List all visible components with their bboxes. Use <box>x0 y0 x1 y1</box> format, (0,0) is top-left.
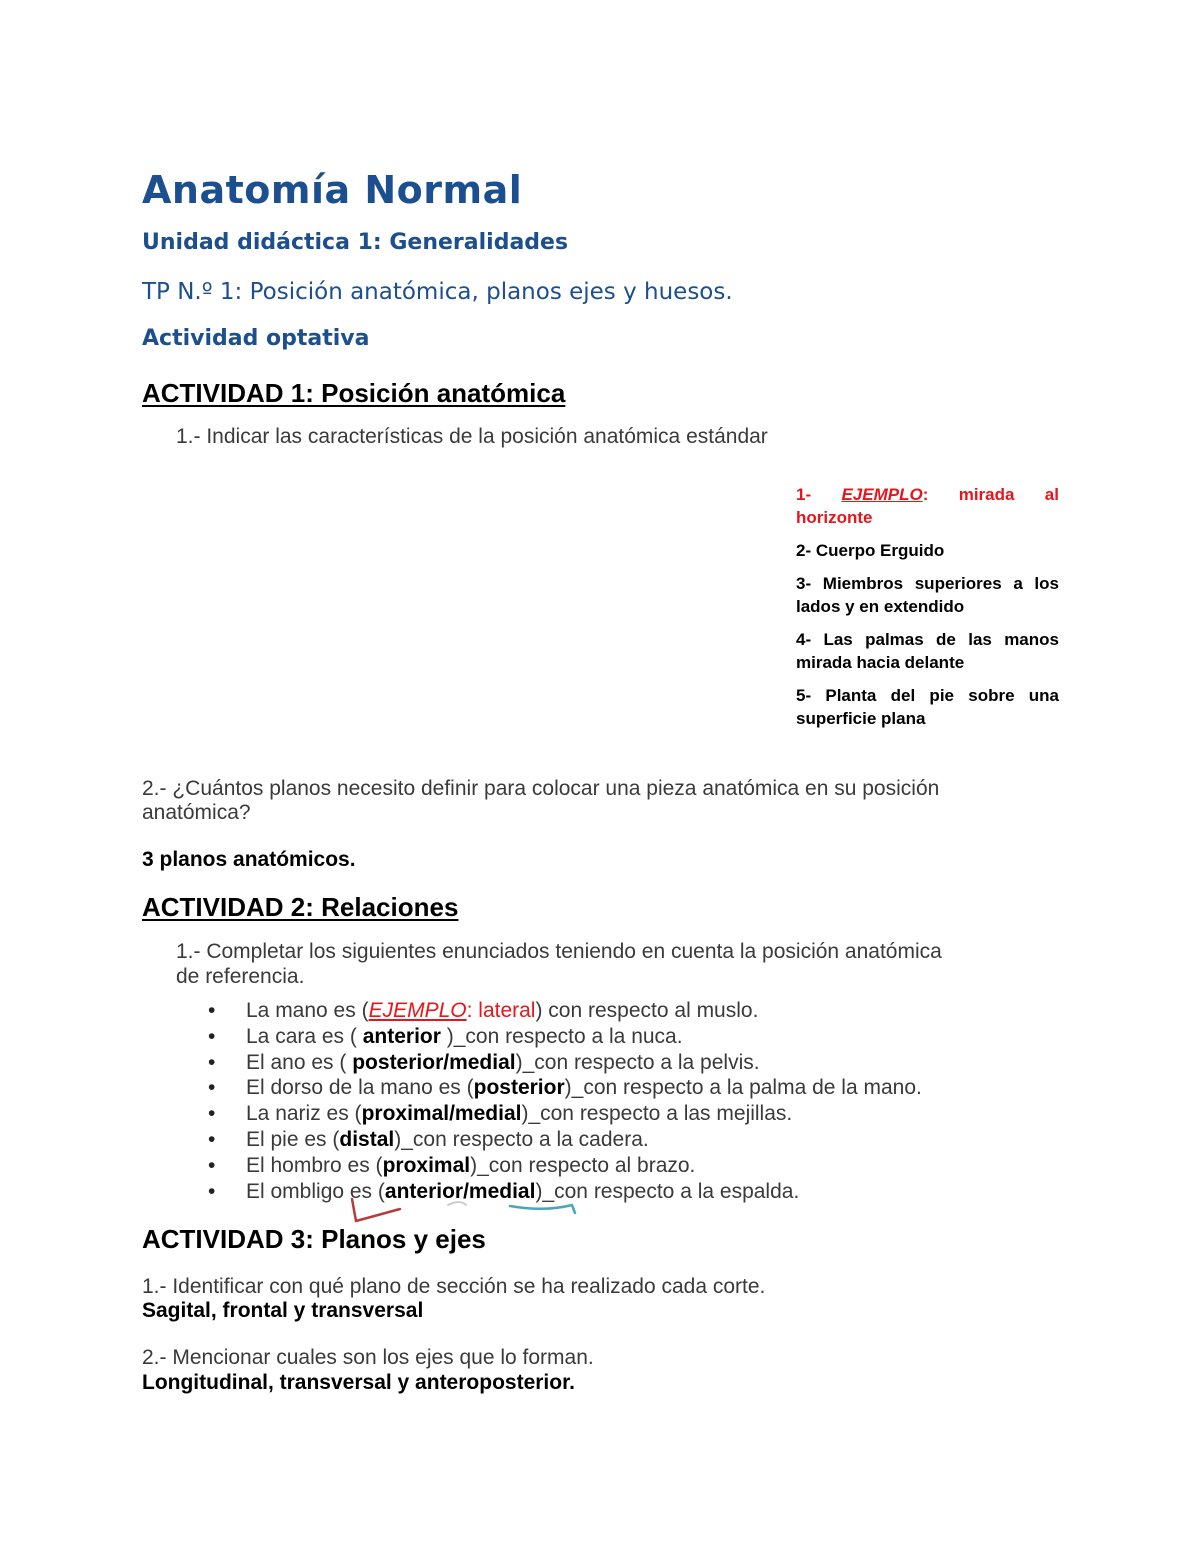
list-item: • El dorso de la mano es (posterior)_con respecto a la palma de la mano. <box>208 1075 922 1101</box>
list-item: • El ano es ( posterior/medial)_con respecto a la pelvis. <box>208 1050 922 1076</box>
list-item: • La mano es (EJEMPLO: lateral) con respecto al muslo. <box>208 998 922 1024</box>
activity-1-question-2-line-1: 2.- ¿Cuántos planos necesito definir para colocar una pieza anatómica en su posición <box>142 777 940 800</box>
activity-1-heading: ACTIVIDAD 1: Posición anatómica <box>142 378 566 408</box>
list-item: 5- Planta del pie sobre una superficie plana <box>796 686 1059 728</box>
activity-1-question-1: 1.- Indicar las características de la posición anatómica estándar <box>176 425 768 448</box>
list-item: 4- Las palmas de las manos mirada hacia delante <box>796 630 1059 672</box>
activity-3-question-1: 1.- Identificar con qué plano de sección se ha realizado cada corte. <box>142 1275 766 1298</box>
activity-1-answer: 3 planos anatómicos. <box>142 848 356 871</box>
activity-3-answer-1: Sagital, frontal y transversal <box>142 1299 424 1322</box>
list-item: • La nariz es (proximal/medial)_con respecto a las mejillas. <box>208 1101 922 1127</box>
list-item: • El ombligo es (anterior/medial)_con respecto a la espalda. <box>208 1179 922 1205</box>
anatomical-position-list <box>796 483 1059 740</box>
list-item: • La cara es ( anterior )_con respecto a la nuca. <box>208 1024 922 1050</box>
activity-2-question-line-1: 1.- Completar los siguientes enunciados teniendo en cuenta la posición anatómica <box>176 940 942 963</box>
tp-subtitle: TP N.º 1: Posición anatómica, planos ejes y huesos. <box>142 279 733 305</box>
optional-activity-label: Actividad optativa <box>142 326 370 351</box>
relations-list <box>208 998 922 1204</box>
list-item: 3- Miembros superiores a los lados y en extendido <box>796 574 1059 616</box>
activity-2-heading: ACTIVIDAD 2: Relaciones <box>142 892 459 922</box>
list-item: • El hombro es (proximal)_con respecto al brazo. <box>208 1153 922 1179</box>
document-title: Anatomía Normal <box>142 168 523 212</box>
activity-1-question-2-line-2: anatómica? <box>142 801 251 824</box>
list-item: 2- Cuerpo Erguido <box>796 541 945 560</box>
list-item: 1- EJEMPLO: mirada al horizonte <box>796 485 1059 527</box>
activity-3-question-2: 2.- Mencionar cuales son los ejes que lo forman. <box>142 1346 594 1369</box>
unit-subtitle: Unidad didáctica 1: Generalidades <box>142 230 569 255</box>
activity-3-answer-2: Longitudinal, transversal y anteroposterior. <box>142 1371 575 1394</box>
activity-3-heading: ACTIVIDAD 3: Planos y ejes <box>142 1224 486 1254</box>
list-item: • El pie es (distal)_con respecto a la cadera. <box>208 1127 922 1153</box>
activity-2-question-line-2: de referencia. <box>176 965 305 988</box>
